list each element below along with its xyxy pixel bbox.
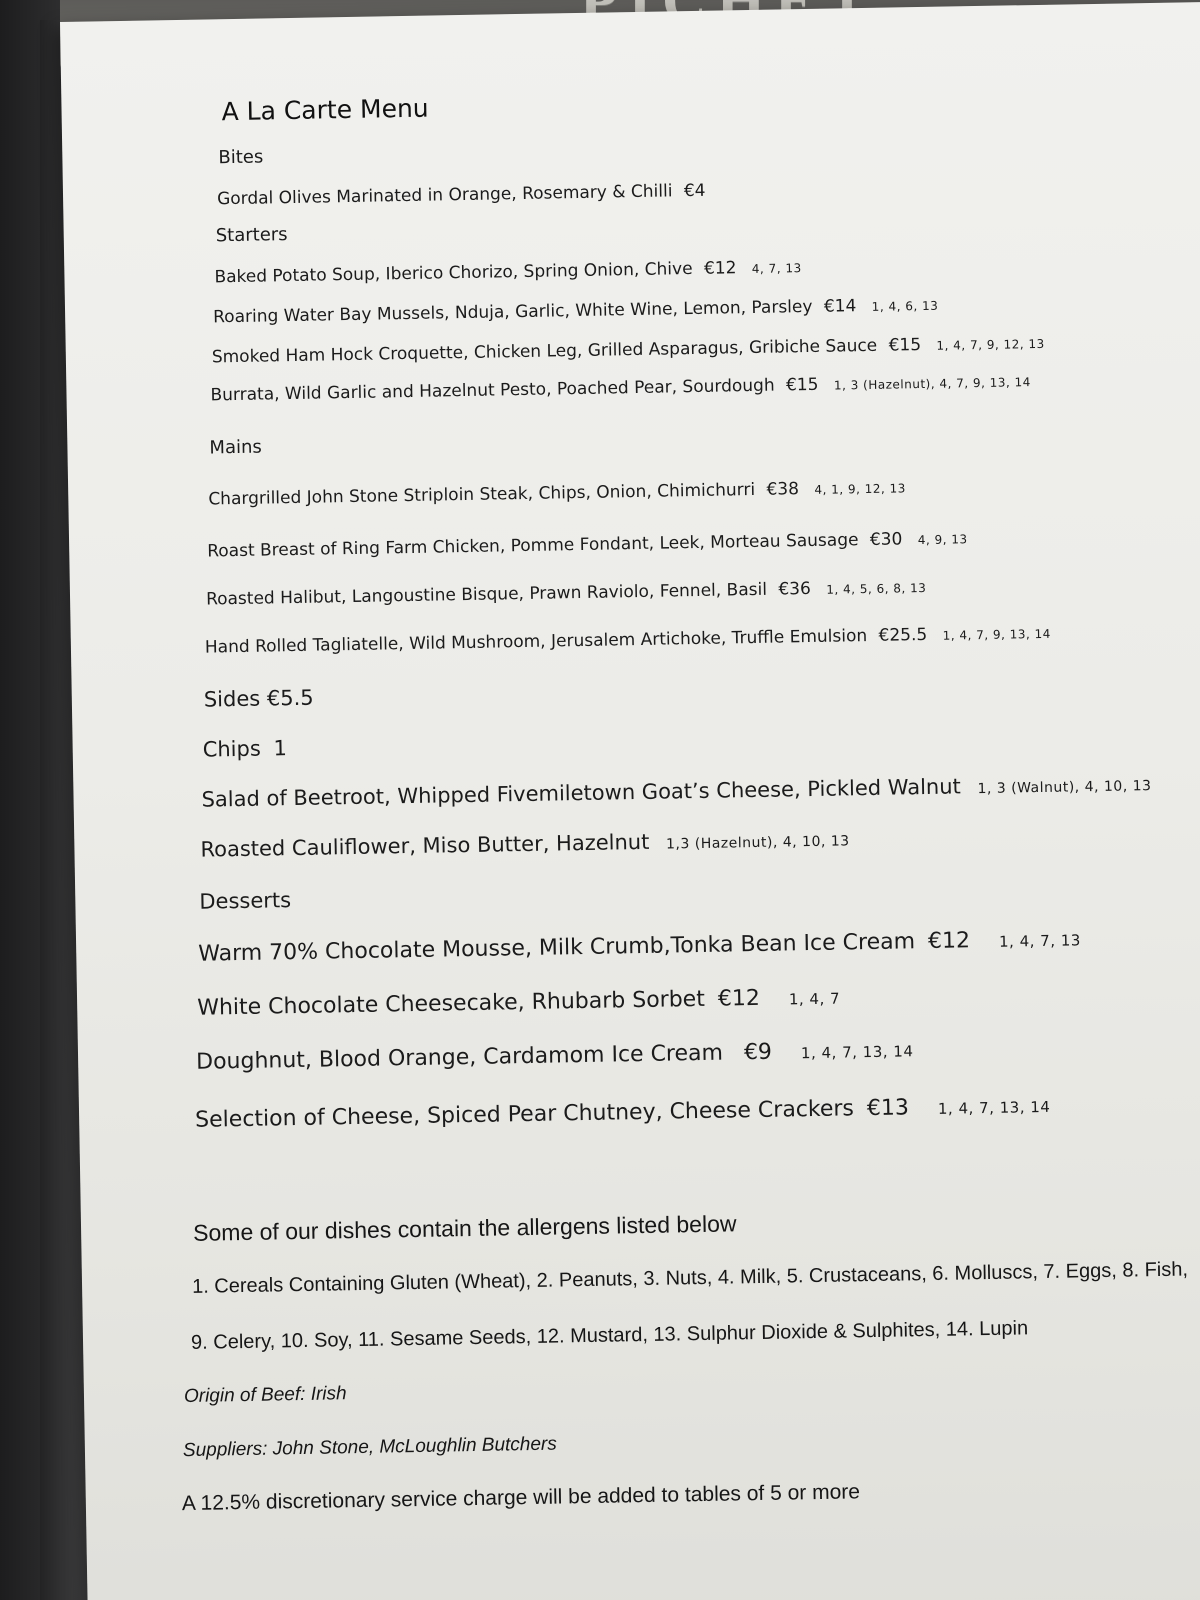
item-price: €25.5 <box>878 624 928 646</box>
item-allergens: 1, 4, 6, 13 <box>871 298 939 314</box>
section-heading-desserts: Desserts <box>199 888 292 914</box>
menu-item <box>201 771 1151 812</box>
item-price: €30 <box>869 529 903 550</box>
menu-item <box>208 477 906 509</box>
section-heading-mains: Mains <box>209 436 262 459</box>
item-price: €12 <box>717 985 761 1012</box>
service-charge-note: A 12.5% discretionary service charge will be added to tables of 5 or more <box>181 1480 861 1516</box>
item-price: €12 <box>703 258 737 279</box>
item-allergens: 4, 9, 13 <box>917 532 968 548</box>
item-name: Hand Rolled Tagliatelle, Wild Mushroom, Jerusalem Artichoke, Truffle Emulsion <box>204 626 868 658</box>
item-name: Roaring Water Bay Mussels, Nduja, Garlic, White Wine, Lemon, Parsley <box>213 296 813 328</box>
item-price: €38 <box>766 479 800 500</box>
item-allergens: 1 <box>273 736 288 761</box>
menu-item <box>217 181 706 210</box>
item-allergens: 1,3 (Hazelnut), 4, 10, 13 <box>665 833 850 853</box>
item-allergens: 4, 7, 13 <box>751 261 802 276</box>
item-name: Warm 70% Chocolate Mousse, Milk Crumb,Tonka Bean Ice Cream <box>198 929 916 967</box>
item-allergens: 1, 4, 7, 9, 13, 14 <box>942 626 1051 643</box>
allergen-list-line-2: 9. Celery, 10. Soy, 11. Sesame Seeds, 12. Mustard, 13. Sulphur Dioxide & Sulphites, 14. Lupin <box>190 1317 1029 1354</box>
item-name: Burrata, Wild Garlic and Hazelnut Pesto, Poached Pear, Sourdough <box>210 375 775 406</box>
item-price: €15 <box>888 335 922 356</box>
item-name: White Chocolate Cheesecake, Rhubarb Sorbet <box>197 986 706 1021</box>
origin-of-beef: Origin of Beef: Irish <box>183 1383 347 1408</box>
menu-item <box>196 1037 914 1075</box>
item-allergens: 1, 4, 7 <box>788 989 841 1009</box>
menu-content <box>60 1 1200 1600</box>
item-allergens: 1, 4, 7, 13, 14 <box>800 1042 914 1063</box>
item-name: Chips <box>202 736 261 762</box>
allergen-heading: Some of our dishes contain the allergens listed below <box>192 1210 737 1246</box>
item-allergens: 1, 3 (Walnut), 4, 10, 13 <box>977 778 1152 798</box>
menu-item <box>206 577 927 610</box>
menu-title: A La Carte Menu <box>221 93 429 127</box>
item-name: Chargrilled John Stone Striploin Steak, Chips, Onion, Chimichurri <box>208 479 756 510</box>
menu-item <box>212 333 1045 368</box>
item-name: Roast Breast of Ring Farm Chicken, Pomme Fondant, Leek, Morteau Sausage <box>207 530 859 562</box>
menu-item <box>200 826 850 861</box>
item-name: Selection of Cheese, Spiced Pear Chutney, Cheese Crackers <box>194 1096 855 1133</box>
item-name: Baked Potato Soup, Iberico Chorizo, Spring Onion, Chive <box>214 258 693 288</box>
item-allergens: 1, 4, 7, 9, 12, 13 <box>936 336 1045 353</box>
item-allergens: 1, 3 (Hazelnut), 4, 7, 9, 13, 14 <box>833 375 1031 393</box>
item-price: €36 <box>778 578 812 600</box>
menu-item <box>214 257 801 287</box>
menu-item <box>210 371 1031 405</box>
item-name: Smoked Ham Hock Croquette, Chicken Leg, Grilled Asparagus, Gribiche Sauce <box>211 335 878 368</box>
item-name: Roasted Halibut, Langoustine Bisque, Prawn Raviolo, Fennel, Basil <box>205 579 768 610</box>
section-heading-sides: Sides €5.5 <box>203 685 314 712</box>
item-price: €12 <box>927 928 971 954</box>
item-allergens: 1, 4, 5, 6, 8, 13 <box>826 580 927 597</box>
menu-item <box>198 926 1081 966</box>
menu-sheet <box>60 1 1200 1600</box>
item-name: Doughnut, Blood Orange, Cardamom Ice Cream <box>195 1040 724 1075</box>
menu-item <box>207 528 968 561</box>
item-price: €4 <box>683 180 706 202</box>
allergen-list-line-1: 1. Cereals Containing Gluten (Wheat), 2. Peanuts, 3. Nuts, 4. Milk, 5. Crustaceans, 6. Molluscs, 7. Eggs, 8. Fish, <box>191 1258 1189 1298</box>
item-name: Roasted Cauliflower, Miso Butter, Hazelnut <box>200 829 650 862</box>
item-allergens: 4, 1, 9, 12, 13 <box>814 481 906 497</box>
item-price: €13 <box>866 1095 910 1122</box>
item-price: €14 <box>823 296 857 317</box>
item-name: Gordal Olives Marinated in Orange, Rosemary & Chilli <box>216 181 673 210</box>
menu-item <box>195 1093 1051 1133</box>
section-heading-starters: Starters <box>215 224 288 247</box>
menu-item <box>197 985 840 1021</box>
menu-item <box>205 623 1051 658</box>
item-allergens: 1, 4, 7, 13, 14 <box>937 1097 1051 1118</box>
menu-item <box>213 295 938 328</box>
item-price: €9 <box>743 1039 773 1066</box>
item-price: €15 <box>785 374 819 396</box>
suppliers: Suppliers: John Stone, McLoughlin Butchers <box>182 1433 557 1462</box>
item-allergens: 1, 4, 7, 13 <box>998 931 1082 951</box>
menu-item <box>203 736 288 761</box>
item-name: Salad of Beetroot, Whipped Fivemiletown Goat’s Cheese, Pickled Walnut <box>201 774 961 812</box>
section-heading-bites: Bites <box>218 146 264 169</box>
